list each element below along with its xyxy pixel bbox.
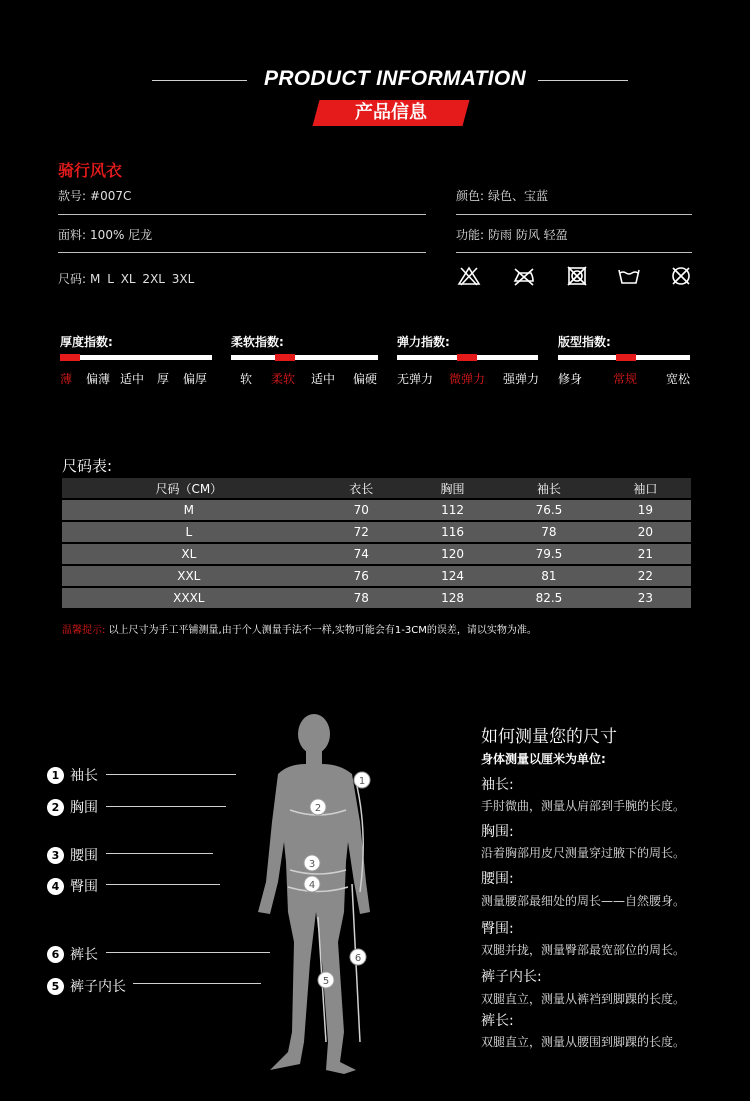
no-bleach-icon [457, 265, 481, 287]
number-badge: 2 [47, 799, 64, 816]
measure-label-inseam [47, 976, 126, 996]
column-header: 袖口 [600, 478, 691, 498]
how-to-desc: 手肘微曲，测量从肩部到手腕的长度。 [481, 799, 686, 813]
leader-line [106, 952, 270, 953]
note-text: 以上尺寸为手工平铺测量,由于个人测量手法不一样,实物可能会有1-3CM的误差，请以实物为准。 [108, 625, 537, 636]
number-badge: 3 [47, 847, 64, 864]
index-marker [616, 354, 636, 361]
measure-label-text: 胸围 [70, 800, 98, 816]
function-value: 防雨 防风 轻盈 [488, 228, 568, 242]
measure-label-hip [47, 876, 98, 896]
index-option: 柔软 [271, 372, 296, 386]
info-rule [58, 252, 426, 253]
table-cell: 82.5 [498, 588, 600, 608]
table-cell: L [62, 522, 316, 542]
table-cell: 116 [407, 522, 498, 542]
table-row [62, 544, 691, 564]
table-cell: 120 [407, 544, 498, 564]
table-cell: 79.5 [498, 544, 600, 564]
measure-label-pants-length [47, 944, 98, 964]
index-marker [275, 354, 295, 361]
measure-label-sleeve [47, 765, 98, 785]
size-value: M L XL 2XL 3XL [90, 272, 195, 286]
number-badge: 1 [47, 767, 64, 784]
header-rule-left [152, 80, 247, 81]
table-cell: 70 [316, 500, 407, 520]
no-iron-icon [512, 265, 536, 287]
index-bar [231, 355, 378, 360]
function-label: 功能: [456, 228, 485, 242]
index-option: 偏薄 [86, 372, 111, 386]
size-info [58, 270, 194, 287]
info-rule [456, 252, 692, 253]
how-to-desc: 双腿直立，测量从腰围到脚踝的长度。 [481, 1035, 686, 1049]
index-marker [457, 354, 477, 361]
leader-line [106, 884, 220, 885]
note-label: 温馨提示: [62, 625, 106, 636]
table-cell: 78 [316, 588, 407, 608]
size-table [62, 476, 691, 610]
leader-line [106, 806, 226, 807]
svg-text:6: 6 [354, 953, 362, 964]
measure-label-text: 裤长 [70, 947, 98, 963]
header-title-en: PRODUCT INFORMATION [264, 67, 526, 90]
measure-label-waist [47, 845, 98, 865]
size-table-header [62, 478, 691, 498]
product-name: 骑行风衣 [58, 161, 123, 180]
index-option: 适中 [311, 372, 336, 386]
table-cell: XXXL [62, 588, 316, 608]
table-cell: 128 [407, 588, 498, 608]
index-option: 适中 [120, 372, 145, 386]
table-cell: 78 [498, 522, 600, 542]
how-to-desc: 双腿并拢，测量臀部最宽部位的周长。 [481, 943, 686, 957]
index-option: 无弹力 [397, 372, 434, 386]
column-header: 衣长 [316, 478, 407, 498]
index-option: 软 [240, 372, 253, 386]
index-option: 微弹力 [449, 372, 486, 386]
table-cell: 23 [600, 588, 691, 608]
table-cell: 72 [316, 522, 407, 542]
measure-label-text: 袖长 [70, 768, 98, 784]
index-option: 偏厚 [183, 372, 208, 386]
how-to-desc: 沿着胸部用皮尺测量穿过腋下的周长。 [481, 846, 686, 860]
how-to-heading: 腰围: [481, 871, 514, 887]
table-cell: 22 [600, 566, 691, 586]
body-figure [248, 712, 388, 1074]
table-cell: 74 [316, 544, 407, 564]
svg-text:5: 5 [322, 976, 330, 987]
fabric-value: 100% 尼龙 [90, 228, 153, 242]
size-table-title: 尺码表: [62, 457, 113, 475]
number-badge: 5 [47, 978, 64, 995]
index-option: 偏硬 [353, 372, 378, 386]
fabric-label: 面料: [58, 228, 87, 242]
how-to-desc: 双腿直立，测量从裤裆到脚踝的长度。 [481, 992, 686, 1006]
table-row [62, 500, 691, 520]
header-rule-right [538, 80, 628, 81]
leader-line [106, 853, 213, 854]
svg-text:3: 3 [308, 859, 316, 870]
measure-label-text: 臀围 [70, 879, 98, 895]
table-cell: 20 [600, 522, 691, 542]
table-row [62, 588, 691, 608]
column-header: 尺码（CM） [62, 478, 316, 498]
color-label: 颜色: [456, 189, 485, 203]
hand-wash-icon [617, 265, 641, 287]
how-to-subtitle: 身体测量以厘米为单位: [481, 752, 606, 766]
how-to-heading: 胸围: [481, 824, 514, 840]
index-option: 薄 [60, 372, 73, 386]
svg-text:1: 1 [358, 776, 366, 787]
svg-text:4: 4 [308, 880, 316, 891]
leader-line [133, 983, 261, 984]
table-cell: 21 [600, 544, 691, 564]
index-title: 柔软指数: [231, 335, 284, 349]
size-label: 尺码: [58, 272, 87, 286]
svg-text:2: 2 [314, 803, 322, 814]
index-option: 厚 [157, 372, 170, 386]
table-cell: 76.5 [498, 500, 600, 520]
how-to-heading: 裤子内长: [481, 969, 542, 985]
table-cell: 124 [407, 566, 498, 586]
how-to-heading: 臀围: [481, 921, 514, 937]
header-title-cn: 产品信息 [355, 102, 427, 123]
style-number [58, 187, 131, 204]
how-to-title: 如何测量您的尺寸 [481, 727, 617, 747]
table-cell: M [62, 500, 316, 520]
color-info [456, 187, 548, 204]
how-to-heading: 裤长: [481, 1013, 514, 1029]
index-title: 厚度指数: [60, 335, 113, 349]
index-option: 宽松 [666, 372, 691, 386]
color-value: 绿色、宝蓝 [488, 189, 549, 203]
index-bar [60, 355, 212, 360]
index-marker [60, 354, 80, 361]
index-option: 常规 [613, 372, 638, 386]
measure-label-chest [47, 797, 98, 817]
fabric-info [58, 226, 152, 243]
info-rule [58, 214, 426, 215]
number-badge: 4 [47, 878, 64, 895]
table-row [62, 566, 691, 586]
index-option: 修身 [558, 372, 583, 386]
style-label: 款号: [58, 189, 87, 203]
style-value: #007C [90, 189, 132, 203]
table-cell: XL [62, 544, 316, 564]
table-cell: 112 [407, 500, 498, 520]
info-rule [456, 214, 692, 215]
measure-label-text: 裤子内长 [70, 979, 126, 995]
table-cell: 19 [600, 500, 691, 520]
how-to-heading: 袖长: [481, 777, 514, 793]
how-to-desc: 测量腰部最细处的周长——自然腰身。 [481, 894, 686, 908]
table-row [62, 522, 691, 542]
leader-line [106, 774, 236, 775]
no-tumble-dry-icon [565, 265, 589, 287]
size-note [62, 621, 537, 636]
index-option: 强弹力 [503, 372, 540, 386]
measure-label-text: 腰围 [70, 848, 98, 864]
column-header: 袖长 [498, 478, 600, 498]
no-dry-clean-icon [669, 265, 693, 287]
index-title: 版型指数: [558, 335, 611, 349]
table-cell: 76 [316, 566, 407, 586]
number-badge: 6 [47, 946, 64, 963]
index-title: 弹力指数: [397, 335, 450, 349]
function-info [456, 226, 568, 243]
table-cell: 81 [498, 566, 600, 586]
table-cell: XXL [62, 566, 316, 586]
column-header: 胸围 [407, 478, 498, 498]
